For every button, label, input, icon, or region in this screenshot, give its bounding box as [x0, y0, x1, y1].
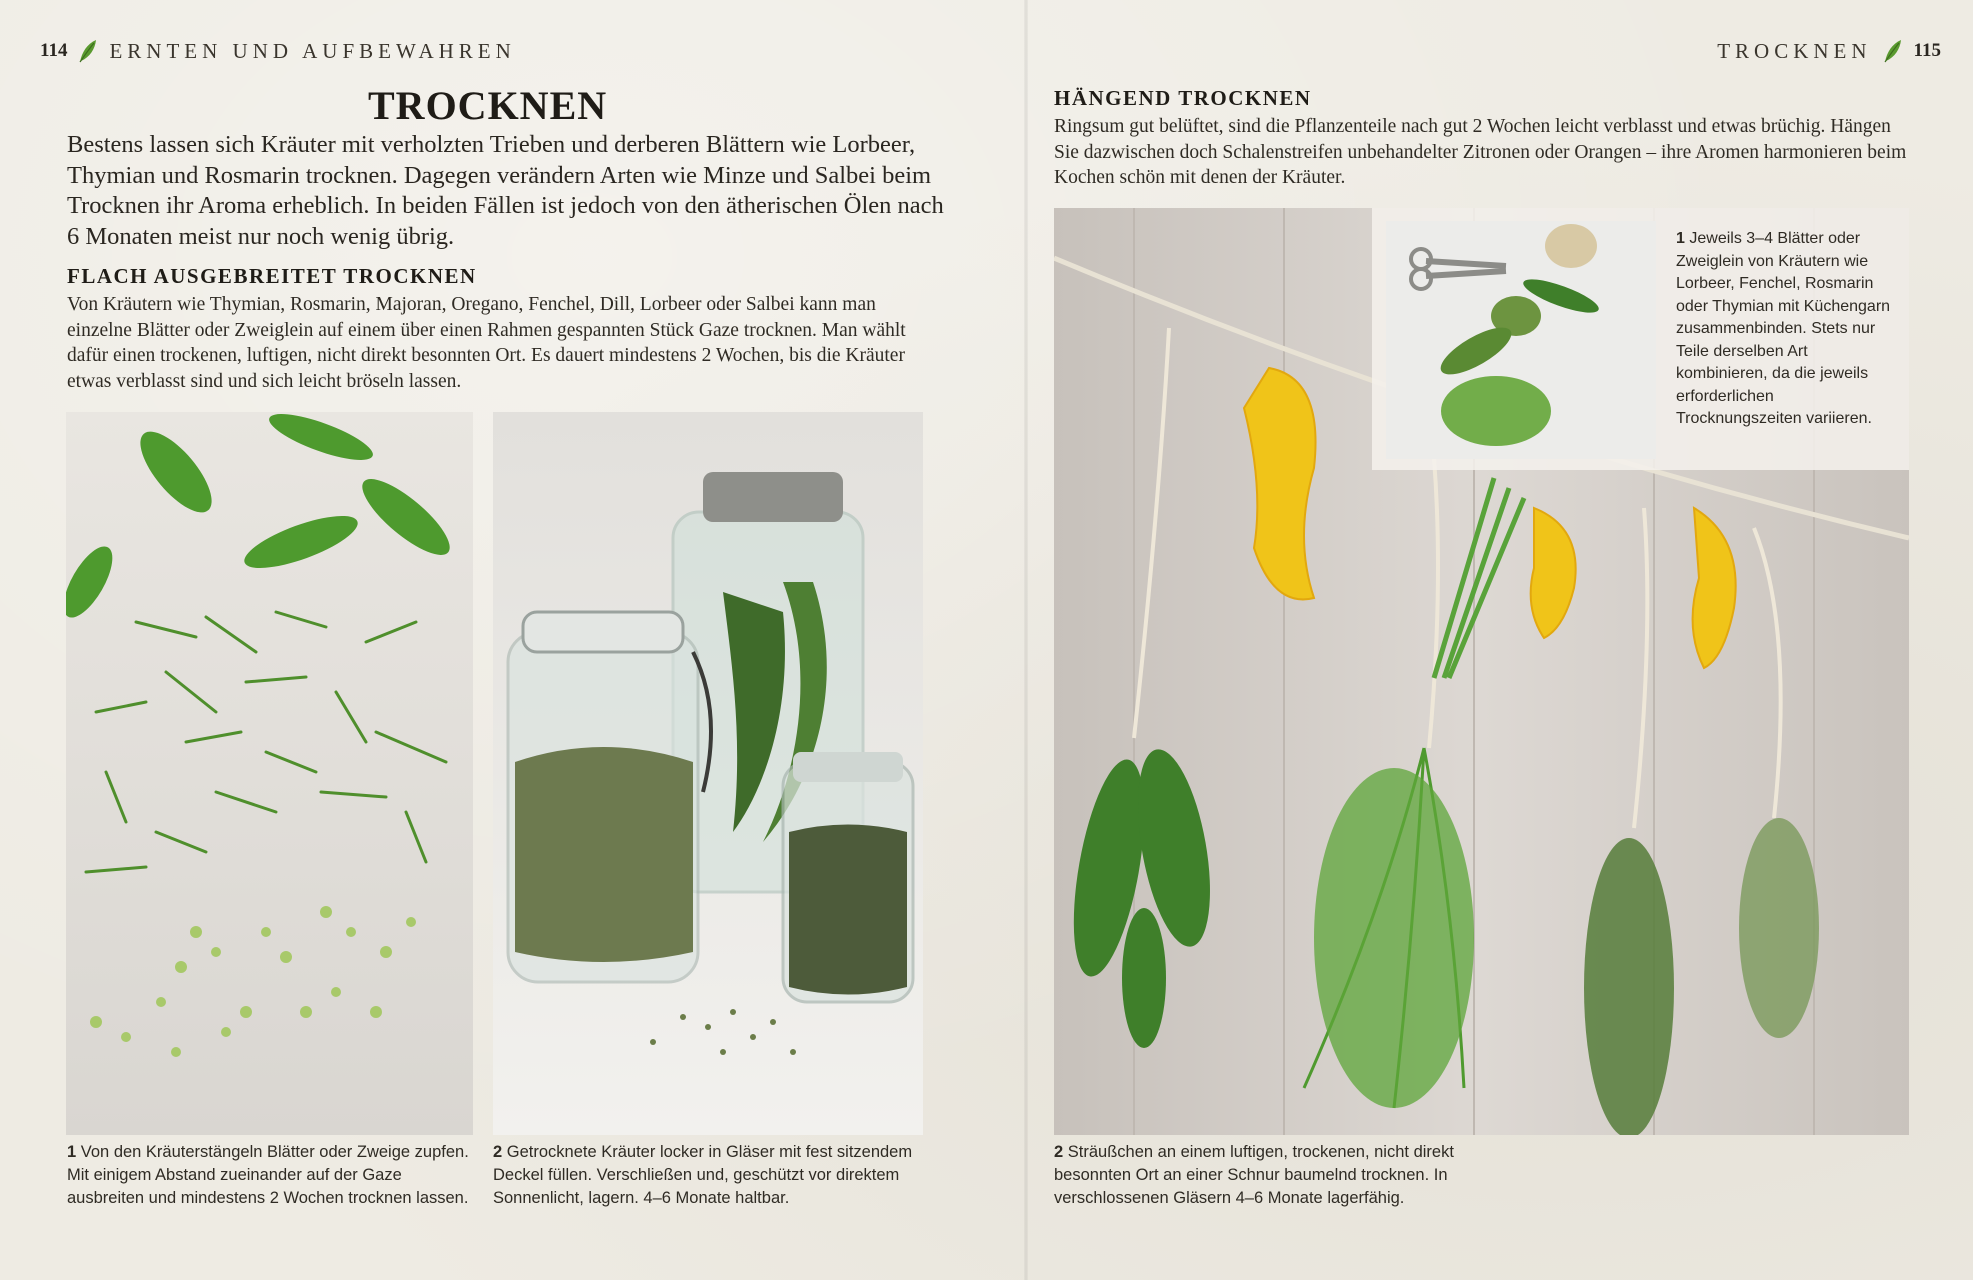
inset-caption-text: Jeweils 3–4 Blätter oder Zweiglein von Kräutern wie Lorbeer, Fenchel, Rosmarin oder Thymian mit Küchengarn zusammenbinden. Stets nur Teile derselben Art kombinieren, da die jeweils erforderlichen Trocknungszeiten variieren.	[1676, 230, 1891, 427]
caption-number: 1	[67, 1143, 77, 1161]
heading-hanging-drying: HÄNGEND TROCKNEN	[1054, 86, 1312, 110]
inset-caption	[1676, 228, 1896, 431]
gutter	[1024, 0, 1028, 1280]
running-head-right	[1717, 36, 1941, 66]
caption-text: Sträußchen an einem luftigen, trockenen, nicht direkt besonnten Ort an einer Schnur baumelnd trocknen. In verschlossenen Gläsern 4–6 Monate lagerfähig.	[1054, 1143, 1454, 1207]
heading-flat-drying: FLACH AUSGEBREITET TROCKNEN	[67, 264, 477, 288]
section-title-right: TROCKNEN	[1717, 38, 1872, 63]
caption-photo-1	[67, 1141, 477, 1210]
inset-photo-tying-herbs	[1386, 221, 1656, 459]
page-number-left: 114	[40, 40, 68, 61]
running-head-left	[40, 36, 516, 66]
caption-number: 2	[493, 1143, 503, 1161]
body-flat-drying: Von Kräutern wie Thymian, Rosmarin, Majoran, Oregano, Fenchel, Dill, Lorbeer oder Salbei kann man einzelne Blätter oder Zweiglein auf einem über einen Rahmen gespannten Stück Gaze trocknen. Man wählt dafür einen trockenen, luftigen, nicht direkt besonnten Ort. Es dauert mindestens 2 Wochen, bis die Kräuter etwas verblasst sind und sich leicht bröseln lassen.	[67, 294, 906, 392]
lead-paragraph: Bestens lassen sich Kräuter mit verholzten Trieben und derberen Blättern wie Lorbeer, Thymian und Rosmarin trocknen. Dagegen verändern Arten wie Minze und Salbei beim Trocknen ihr Aroma erheblich. In beiden Fällen ist jedoch von den ätherischen Ölen nach 6 Monaten meist nur noch wenig übrig.	[67, 131, 944, 250]
leaf-icon	[77, 38, 99, 64]
body-hanging-drying: Ringsum gut belüftet, sind die Pflanzenteile nach gut 2 Wochen leicht verblasst und etwas brüchig. Hängen Sie dazwischen doch Schalenstreifen unbehandelter Zitronen oder Orangen – ihre Aromen harmonieren beim Kochen schön mit denen der Kräuter.	[1054, 116, 1907, 188]
caption-photo-2	[493, 1141, 923, 1210]
photo-herbs-on-gauze	[66, 412, 473, 1135]
inset-caption-number: 1	[1676, 230, 1685, 247]
photo-herb-jars	[493, 412, 923, 1135]
caption-number: 2	[1054, 1143, 1064, 1161]
section-title-left: ERNTEN UND AUFBEWAHREN	[109, 38, 516, 63]
page-title: TROCKNEN	[368, 83, 608, 128]
caption-text: Getrocknete Kräuter locker in Gläser mit fest sitzendem Deckel füllen. Verschließen und, geschützt vor direktem Sonnenlicht, lagern. 4–6 Monate haltbar.	[493, 1143, 913, 1207]
caption-photo-3	[1054, 1141, 1474, 1210]
leaf-icon	[1882, 38, 1904, 64]
caption-text: Von den Kräuterstängeln Blätter oder Zweige zupfen. Mit einigem Abstand zueinander auf der Gaze ausbreiten und mindestens 2 Wochen trocknen lassen.	[67, 1143, 469, 1207]
page-number-right: 115	[1913, 40, 1941, 61]
